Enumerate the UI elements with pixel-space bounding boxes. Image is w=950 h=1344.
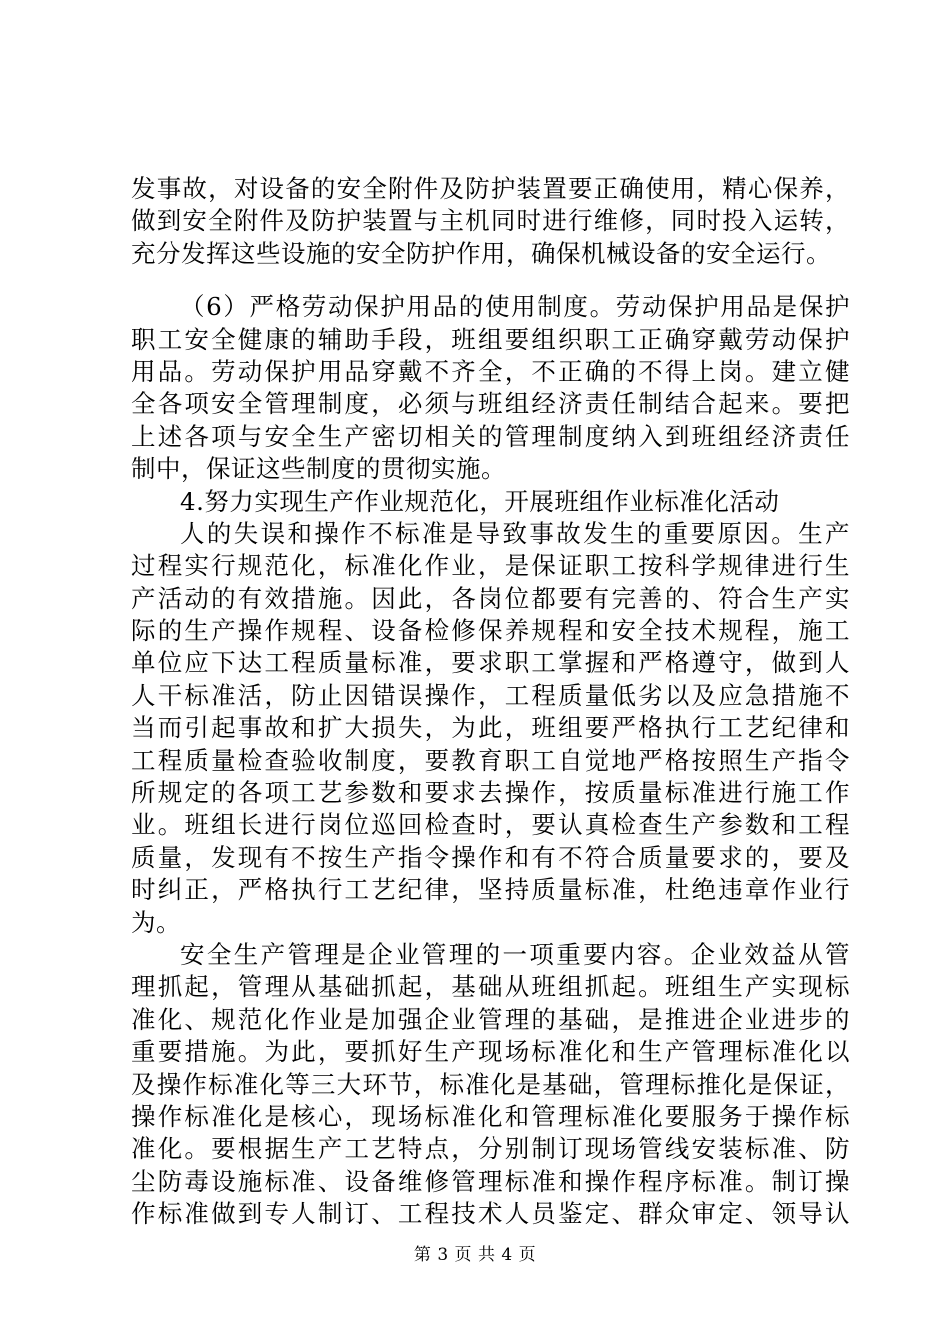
text-line: 人干标准活，防止因错误操作，工程质量低劣以及应急措施不 [131, 680, 850, 710]
text-line: 操作标准化是核心，现场标准化和管理标准化要服务于操作标 [131, 1101, 850, 1131]
paragraph [131, 173, 850, 270]
text-line: 职工安全健康的辅助手段，班组要组织职工正确穿戴劳动保护 [131, 324, 850, 354]
text-line: 过程实行规范化，标准化作业，是保证职工按科学规律进行生 [131, 551, 850, 581]
text-line: 单位应下达工程质量标准，要求职工掌握和严格遵守，做到人 [131, 648, 850, 678]
paragraph-gap [131, 270, 850, 291]
page-footer: 第 3 页 共 4 页 [413, 1245, 537, 1265]
paragraph [131, 518, 850, 939]
text-line: 做到安全附件及防护装置与主机同时进行维修，同时投入运转， [131, 206, 850, 236]
text-line: 准化。要根据生产工艺特点，分别制订现场管线安装标准、防 [131, 1134, 850, 1164]
text-line: 重要措施。为此，要抓好生产现场标准化和生产管理标准化以 [131, 1037, 850, 1067]
paragraph [131, 486, 850, 518]
text-line: 产活动的有效措施。因此，各岗位都要有完善的、符合生产实 [131, 583, 850, 613]
text-line: 尘防毒设施标准、设备维修管理标准和操作程序标准。制订操 [131, 1166, 850, 1196]
paragraph [131, 291, 850, 485]
text-line: 及操作标准化等三大环节，标准化是基础，管理标推化是保证， [131, 1069, 850, 1099]
text-line: 准化、规范化作业是加强企业管理的基础，是推进企业进步的 [131, 1004, 850, 1034]
text-line: 上述各项与安全生产密切相关的管理制度纳入到班组经济责任 [131, 421, 850, 451]
text-line: 际的生产操作规程、设备检修保养规程和安全技术规程，施工 [131, 616, 850, 646]
text-line: 业。班组长进行岗位巡回检查时，要认真检查生产参数和工程 [131, 810, 850, 840]
text-line: 制中，保证这些制度的贯彻实施。 [131, 454, 506, 484]
text-line: 安全生产管理是企业管理的一项重要内容。企业效益从管 [180, 939, 850, 969]
paragraph [131, 939, 850, 1231]
text-line: 充分发挥这些设施的安全防护作用，确保机械设备的安全运行。 [131, 238, 831, 268]
text-line: 为。 [131, 907, 181, 937]
text-line: 时纠正，严格执行工艺纪律，坚持质量标准，杜绝违章作业行 [131, 875, 850, 905]
text-line: 所规定的各项工艺参数和要求去操作，按质量标准进行施工作 [131, 778, 850, 808]
text-line: 用品。劳动保护用品穿戴不齐全，不正确的不得上岗。建立健 [131, 356, 850, 386]
text-line: 4.努力实现生产作业规范化，开展班组作业标准化活动 [180, 486, 780, 516]
text-line: 发事故，对设备的安全附件及防护装置要正确使用，精心保养， [131, 174, 850, 203]
text-line: 全各项安全管理制度，必须与班组经济责任制结合起来。要把 [131, 389, 850, 419]
document-body [131, 173, 850, 1231]
text-line: （6）严格劳动保护用品的使用制度。劳动保护用品是保护 [180, 292, 850, 322]
text-line: 质量，发现有不按生产指令操作和有不符合质量要求的，要及 [131, 842, 850, 872]
text-line: 工程质量检查验收制度，要教育职工自觉地严格按照生产指令 [131, 745, 850, 775]
text-line: 当而引起事故和扩大损失，为此，班组要严格执行工艺纪律和 [131, 713, 850, 743]
text-line: 理抓起，管理从基础抓起，基础从班组抓起。班组生产实现标 [131, 972, 850, 1002]
text-line: 人的失误和操作不标准是导致事故发生的重要原因。生产 [180, 518, 850, 548]
text-line: 作标准做到专人制订、工程技术人员鉴定、群众审定、领导认 [131, 1199, 850, 1229]
